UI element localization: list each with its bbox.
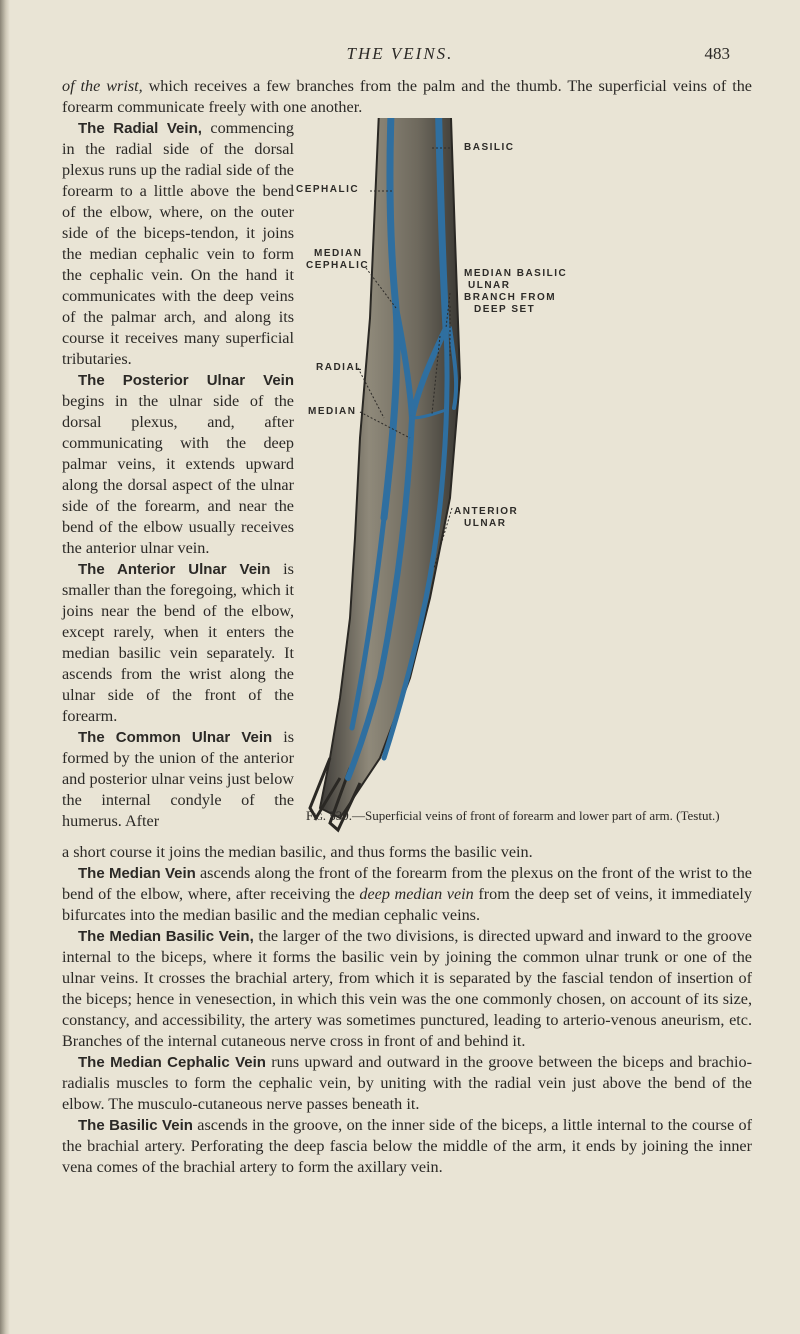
figure-caption bbox=[306, 808, 756, 823]
median-basilic-paragraph: The Median Basilic Vein, the larger of the two divisions, is directed upward and inward to the groove internal to the biceps, where it forms the basilic vein by joining the common ulnar trunk or one of the ulnar veins. It crosses the brachial artery, from which it is separated by the fascial tendon of insertion of the biceps; hence in venesection, in which this vein was the one commonly chosen, on account of its size, constancy, and accessibility, the artery was sometimes punctured, leading to arterio-venous aneurism, etc. Branches of the internal cutaneous nerve cross in front of and behind it. bbox=[62, 927, 752, 1050]
running-head: THE VEINS. bbox=[346, 44, 454, 63]
figure-caption-text: —Superficial veins of front of forearm and lower part of arm. (Testut.) bbox=[351, 808, 720, 823]
label-anterior-ulnar-line1: ANTERIOR bbox=[454, 506, 519, 517]
radial-vein-term: The Radial Vein, bbox=[78, 120, 202, 137]
intro-text: which receives a few branches from the palm and the thumb. The superficial veins of the forearm communicate freely with one another. bbox=[62, 77, 752, 116]
figure-number: Fig. 539. bbox=[306, 808, 352, 823]
forearm-vein-illustration bbox=[296, 118, 760, 848]
posterior-ulnar-paragraph: The Posterior Ulnar Vein begins in the ulnar side of the dorsal plexus, and, after communicating with the deep palmar veins, it extends upward along the dorsal aspect of the ulnar side of the forearm, and near the bend of the elbow usually receives the anterior ulnar vein. bbox=[62, 372, 294, 557]
page-gutter-shadow bbox=[0, 0, 10, 1334]
label-median-cephalic-line2: CEPHALIC bbox=[306, 260, 370, 271]
bottom-text bbox=[62, 842, 752, 1178]
median-cephalic-term: The Median Cephalic Vein bbox=[78, 1054, 266, 1071]
label-median-basilic: MEDIAN BASILIC bbox=[464, 268, 568, 279]
intro-italic: of the wrist, bbox=[62, 77, 143, 95]
common-ulnar-paragraph: The Common Ulnar Vein is formed by the union of the anterior and posterior ulnar veins just below the internal condyle of the humerus. After bbox=[62, 728, 294, 830]
label-cephalic: CEPHALIC bbox=[296, 184, 360, 195]
label-branch-from: BRANCH FROM bbox=[464, 292, 557, 303]
posterior-ulnar-term: The Posterior Ulnar Vein bbox=[78, 372, 294, 389]
median-basilic-term: The Median Basilic Vein, bbox=[78, 928, 254, 945]
page-number: 483 bbox=[704, 44, 730, 63]
anterior-ulnar-term: The Anterior Ulnar Vein bbox=[78, 561, 271, 578]
median-vein-paragraph: The Median Vein ascends along the front of the forearm from the plexus on the front of the wrist to the bend of the elbow, where, after receiving the deep median vein from the deep set of veins, it immediately bifurcates into the median basilic and the median cephalic veins. bbox=[62, 864, 753, 924]
label-anterior-ulnar-line2: ULNAR bbox=[464, 518, 507, 529]
continuation-line: a short course it joins the median basilic, and thus forms the basilic vein. bbox=[62, 843, 533, 861]
left-column-text bbox=[62, 118, 294, 832]
radial-vein-paragraph: The Radial Vein, commencing in the radial side of the dorsal plexus runs up the radial side of the forearm to a little above the bend of the elbow, where, on the outer side of the biceps-tendon, it joins the median cephalic vein to form the cephalic vein. On the hand it communicates with the deep veins of the palmar arch, and along its course it receives many superficial tributaries. bbox=[62, 119, 294, 368]
label-median-cephalic-line1: MEDIAN bbox=[314, 248, 363, 259]
forearm-drawing bbox=[300, 118, 760, 848]
anterior-ulnar-paragraph: The Anterior Ulnar Vein is smaller than the foregoing, which it joins near the bend of the elbow, except rarely, when it enters the median basilic vein separately. It ascends from the wrist along the ulnar side of the front of the forearm. bbox=[62, 560, 294, 725]
median-cephalic-paragraph: The Median Cephalic Vein runs upward and outward in the groove between the biceps and brachio-radialis muscles to form the cephalic vein, by uniting with the radial vein just above the bend of the elbow. The musculo-cutaneous nerve passes beneath it. bbox=[62, 1053, 752, 1113]
label-ulnar: ULNAR bbox=[468, 280, 511, 291]
label-median: MEDIAN bbox=[308, 406, 357, 417]
page-header bbox=[0, 40, 800, 66]
label-basilic: BASILIC bbox=[464, 142, 515, 153]
intro-paragraph bbox=[62, 76, 752, 118]
basilic-vein-paragraph: The Basilic Vein ascends in the groove, on the inner side of the biceps, a little internal to the course of the brachial artery. Perforating the deep fascia below the middle of the arm, it ends by joining the inner vena comes of the brachial artery to form the axillary vein. bbox=[62, 1116, 752, 1176]
common-ulnar-term: The Common Ulnar Vein bbox=[78, 729, 273, 746]
median-vein-term: The Median Vein bbox=[78, 865, 196, 882]
label-radial: RADIAL bbox=[316, 362, 363, 373]
basilic-vein-term: The Basilic Vein bbox=[78, 1117, 193, 1134]
deep-median-vein-italic: deep median vein bbox=[359, 885, 474, 903]
label-deep-set: DEEP SET bbox=[474, 304, 536, 315]
